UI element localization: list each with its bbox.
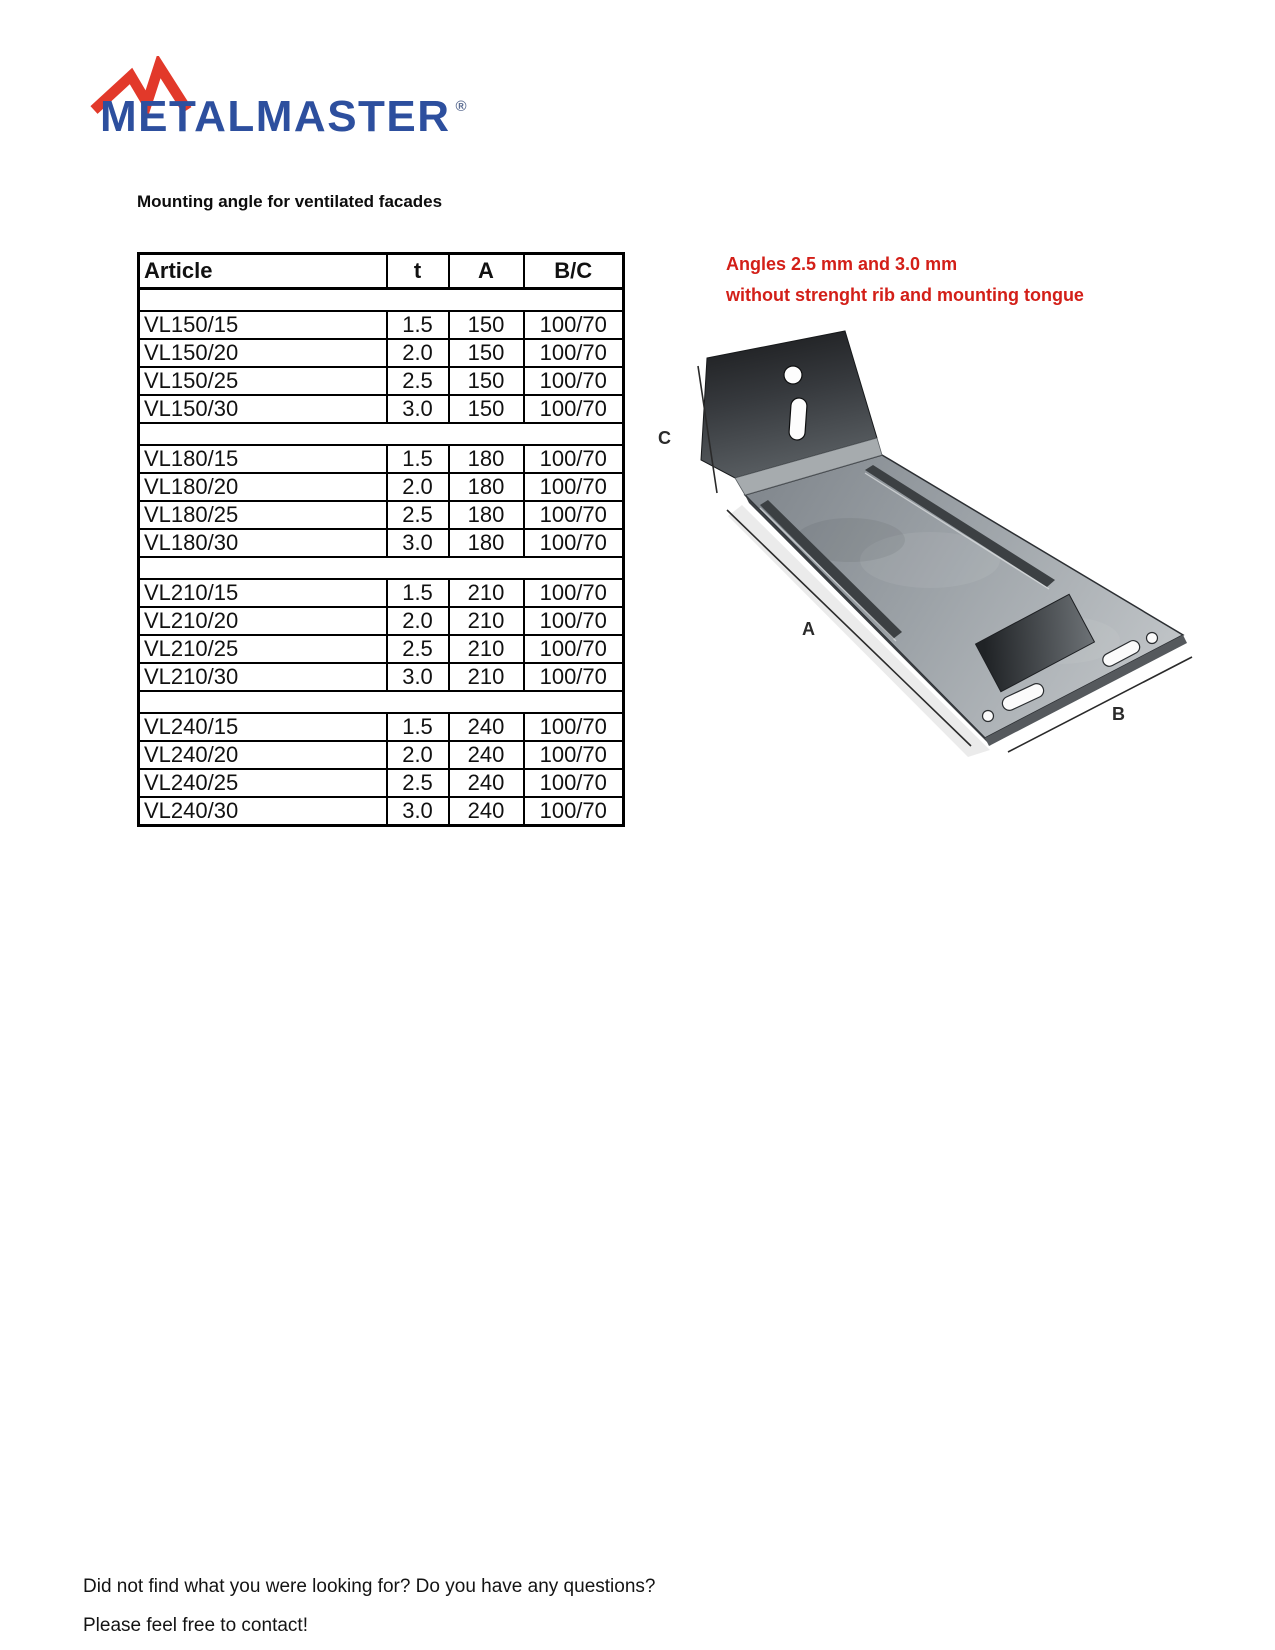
cell-a: 240 — [449, 741, 524, 769]
cell-t: 2.0 — [387, 473, 449, 501]
cell-bc: 100/70 — [524, 741, 624, 769]
cell-article: VL180/15 — [139, 445, 387, 473]
cell-bc: 100/70 — [524, 445, 624, 473]
cell-t: 2.0 — [387, 339, 449, 367]
cell-t: 3.0 — [387, 395, 449, 423]
table-row — [139, 663, 624, 691]
table-row — [139, 713, 624, 741]
cell-a: 180 — [449, 529, 524, 557]
cell-t: 2.0 — [387, 607, 449, 635]
cell-a: 150 — [449, 339, 524, 367]
cell-article: VL210/30 — [139, 663, 387, 691]
cell-bc: 100/70 — [524, 395, 624, 423]
cell-t: 2.5 — [387, 501, 449, 529]
cell-t: 1.5 — [387, 713, 449, 741]
cell-t: 2.5 — [387, 367, 449, 395]
cell-a: 210 — [449, 663, 524, 691]
cell-t: 1.5 — [387, 579, 449, 607]
cell-a: 240 — [449, 769, 524, 797]
cell-a: 210 — [449, 607, 524, 635]
table-row — [139, 395, 624, 423]
product-table-body — [139, 289, 624, 826]
cell-article: VL180/25 — [139, 501, 387, 529]
cell-bc: 100/70 — [524, 663, 624, 691]
cell-bc: 100/70 — [524, 769, 624, 797]
product-table — [137, 252, 625, 827]
base-hole-far — [1147, 633, 1158, 644]
cell-a: 210 — [449, 579, 524, 607]
cell-article: VL150/15 — [139, 311, 387, 339]
table-header-row — [139, 254, 624, 289]
cell-t: 1.5 — [387, 311, 449, 339]
cell-bc: 100/70 — [524, 311, 624, 339]
cell-a: 150 — [449, 367, 524, 395]
cell-a: 180 — [449, 445, 524, 473]
cell-bc: 100/70 — [524, 473, 624, 501]
flange-oblong-slot — [789, 397, 808, 440]
base-hole-near — [983, 711, 994, 722]
column-header-bc: B/C — [524, 254, 624, 289]
cell-bc: 100/70 — [524, 713, 624, 741]
table-row — [139, 741, 624, 769]
table-header — [139, 254, 624, 289]
cell-a: 150 — [449, 395, 524, 423]
spacer-row — [139, 289, 624, 312]
cell-t: 3.0 — [387, 663, 449, 691]
spec-table-container — [137, 252, 625, 827]
table-row — [139, 339, 624, 367]
cell-t: 2.0 — [387, 741, 449, 769]
spacer-cell — [139, 557, 624, 579]
cell-bc: 100/70 — [524, 607, 624, 635]
cell-article: VL150/20 — [139, 339, 387, 367]
cell-article: VL240/30 — [139, 797, 387, 826]
registered-trademark-symbol: ® — [455, 98, 467, 115]
mounting-angle-photo — [630, 310, 1250, 760]
table-row — [139, 797, 624, 826]
cell-t: 3.0 — [387, 797, 449, 826]
table-row — [139, 529, 624, 557]
table-row — [139, 445, 624, 473]
table-row — [139, 607, 624, 635]
cell-article: VL180/30 — [139, 529, 387, 557]
cell-a: 180 — [449, 501, 524, 529]
brand-text: METALMASTER — [100, 92, 451, 141]
cell-bc: 100/70 — [524, 579, 624, 607]
column-header-t: t — [387, 254, 449, 289]
cell-bc: 100/70 — [524, 501, 624, 529]
cell-a: 240 — [449, 713, 524, 741]
footer-line-2: Please feel free to contact! — [83, 1615, 308, 1636]
spacer-cell — [139, 289, 624, 312]
cell-bc: 100/70 — [524, 339, 624, 367]
column-header-a: A — [449, 254, 524, 289]
spacer-cell — [139, 691, 624, 713]
spacer-row — [139, 557, 624, 579]
table-row — [139, 473, 624, 501]
cell-a: 240 — [449, 797, 524, 826]
dimension-label-c: C — [658, 428, 671, 448]
spacer-row — [139, 423, 624, 445]
cell-article: VL150/30 — [139, 395, 387, 423]
column-header-article: Article — [139, 254, 387, 289]
brand-name — [100, 92, 467, 141]
cell-t: 2.5 — [387, 635, 449, 663]
cell-a: 150 — [449, 311, 524, 339]
cell-a: 210 — [449, 635, 524, 663]
footer-note — [83, 1567, 655, 1645]
cell-article: VL150/25 — [139, 367, 387, 395]
table-row — [139, 501, 624, 529]
page-title: Mounting angle for ventilated facades — [137, 192, 443, 211]
cell-bc: 100/70 — [524, 367, 624, 395]
cell-article: VL240/25 — [139, 769, 387, 797]
cell-t: 2.5 — [387, 769, 449, 797]
cell-article: VL210/25 — [139, 635, 387, 663]
spacer-row — [139, 691, 624, 713]
flange-round-hole — [784, 366, 802, 384]
dimension-label-b: B — [1112, 704, 1125, 724]
cell-bc: 100/70 — [524, 635, 624, 663]
cell-a: 180 — [449, 473, 524, 501]
cell-t: 3.0 — [387, 529, 449, 557]
cell-article: VL240/20 — [139, 741, 387, 769]
cell-article: VL210/20 — [139, 607, 387, 635]
spacer-cell — [139, 423, 624, 445]
footer-line-1: Did not find what you were looking for? Do you have any questions? — [83, 1576, 656, 1597]
red-annotation — [726, 249, 1084, 311]
table-row — [139, 635, 624, 663]
cell-t: 1.5 — [387, 445, 449, 473]
table-row — [139, 769, 624, 797]
annotation-line-2: without strenght rib and mounting tongue — [726, 285, 1084, 305]
cell-article: VL180/20 — [139, 473, 387, 501]
table-row — [139, 367, 624, 395]
table-row — [139, 311, 624, 339]
annotation-line-1: Angles 2.5 mm and 3.0 mm — [726, 254, 958, 274]
cell-article: VL210/15 — [139, 579, 387, 607]
table-row — [139, 579, 624, 607]
cell-bc: 100/70 — [524, 529, 624, 557]
cell-article: VL240/15 — [139, 713, 387, 741]
dimension-label-a: A — [802, 619, 815, 639]
cell-bc: 100/70 — [524, 797, 624, 826]
